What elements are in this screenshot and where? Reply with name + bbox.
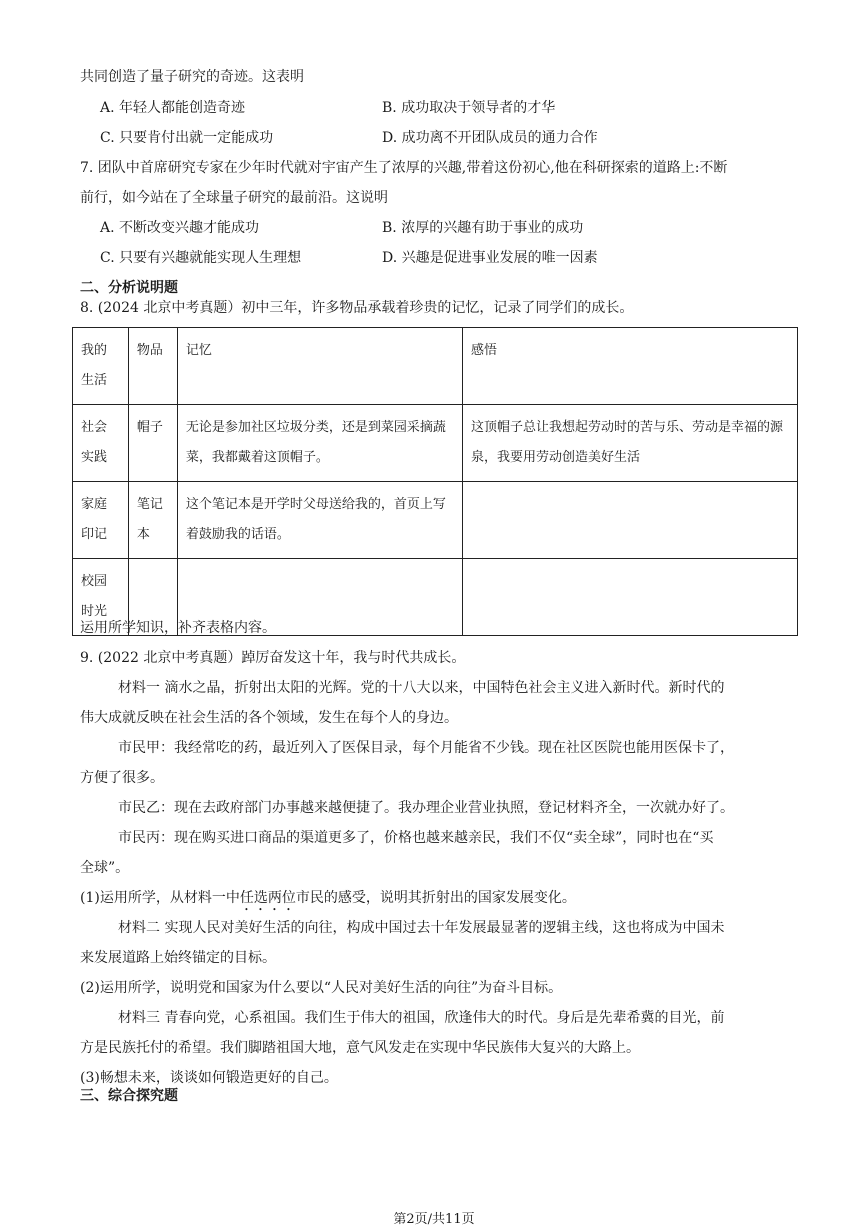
q9-part2: (2)运用所学，说明党和国家为什么要以“人民对美好生活的向往”为奋斗目标。 (80, 980, 563, 996)
table-cell: 社会实践 (73, 405, 129, 482)
q9-citizen-a-line2: 方便了很多。 (80, 770, 164, 786)
q9-part3: (3)畅想未来，谈谈如何锻造更好的自己。 (80, 1070, 338, 1086)
header-cell-reflection: 感悟 (462, 328, 797, 405)
q9-citizen-c-line1: 市民丙：现在购买进口商品的渠道更多了，价格也越来越亲民，我们不仅“卖全球”，同时也在“买 (118, 830, 714, 846)
q9-part1-pre: (1)运用所学，从材料一中 (80, 890, 240, 906)
q6-option-d: D. 成功离不开团队成员的通力合作 (382, 130, 598, 146)
header-cell-item: 物品 (128, 328, 177, 405)
q9-material2-line2: 来发展道路上始终锚定的目标。 (80, 950, 276, 966)
q9-part1 (80, 887, 576, 914)
q8-table (72, 327, 798, 636)
table-cell: 这个笔记本是开学时父母送给我的，首页上写着鼓励我的话语。 (177, 482, 462, 559)
q9-citizen-c-line2: 全球”。 (80, 860, 130, 876)
q9-part1-post: 市民的感受，说明其折射出的国家发展变化。 (295, 890, 576, 906)
q7-option-d: D. 兴趣是促进事业发展的唯一因素 (382, 250, 598, 266)
q6-option-a: A. 年轻人都能创造奇迹 (100, 100, 246, 116)
header-cell-memory: 记忆 (177, 328, 462, 405)
q8-instruction: 运用所学知识，补齐表格内容。 (80, 620, 276, 636)
q6-stem-tail: 共同创造了量子研究的奇迹。这表明 (80, 69, 304, 85)
table-cell: 帽子 (128, 405, 177, 482)
q9-material3-line1: 材料三 青春向党，心系祖国。我们生于伟大的祖国，欣逢伟大的时代。身后是先辈希冀的目光，前 (118, 1010, 725, 1026)
page-number: 第2页/共11页 (393, 1212, 475, 1227)
q7-option-a: A. 不断改变兴趣才能成功 (100, 220, 260, 236)
q9-citizen-b: 市民乙：现在去政府部门办事越来越便捷了。我办理企业营业执照，登记材料齐全，一次就办好了。 (118, 800, 734, 816)
q9-material1-line1: 材料一 滴水之晶，折射出太阳的光辉。党的十八大以来，中国特色社会主义进入新时代。新时代的 (118, 680, 725, 696)
q6-option-b: B. 成功取决于领导者的才华 (382, 100, 556, 116)
q9-material3-line2: 方是民族托付的希望。我们脚踏祖国大地，意气风发走在实现中华民族伟大复兴的大路上。 (80, 1040, 640, 1056)
section-heading-inquiry: 三、综合探究题 (80, 1088, 178, 1104)
header-cell-life: 我的生活 (73, 328, 129, 405)
q8-stem: 8. (2024 北京中考真题）初中三年，许多物品承载着珍贵的记忆，记录了同学们的成长。 (80, 300, 634, 316)
q9-material2-line1: 材料二 实现人民对美好生活的向往，构成中国过去十年发展最显著的逻辑主线，这也将成为中国未 (118, 920, 725, 936)
table-cell: 家庭印记 (73, 482, 129, 559)
table-row (73, 482, 798, 559)
q7-option-c: C. 只要有兴趣就能实现人生理想 (100, 250, 302, 266)
table-cell: 这顶帽子总让我想起劳动时的苦与乐、劳动是幸福的源泉，我要用劳动创造美好生活 (462, 405, 797, 482)
table-cell: 校园时光 (73, 559, 129, 636)
section-heading-analysis: 二、分析说明题 (80, 280, 178, 296)
q7-option-b: B. 浓厚的兴趣有助于事业的成功 (382, 220, 584, 236)
q7-stem-line1: 7. 团队中首席研究专家在少年时代就对宇宙产生了浓厚的兴趣,带着这份初心,他在科研探索的道路上:不断 (80, 160, 728, 176)
table-row (73, 405, 798, 482)
table-cell: 无论是参加社区垃圾分类，还是到菜园采摘蔬菜，我都戴着这顶帽子。 (177, 405, 462, 482)
table-cell: 笔记本 (128, 482, 177, 559)
table-cell-blank (462, 482, 797, 559)
q6-option-c: C. 只要肯付出就一定能成功 (100, 130, 274, 146)
q7-stem-line2: 前行，如今站在了全球量子研究的最前沿。这说明 (80, 190, 388, 206)
q9-stem: 9. (2022 北京中考真题）踔厉奋发这十年，我与时代共成长。 (80, 650, 466, 666)
table-cell-blank (462, 559, 797, 636)
q9-material1-line2: 伟大成就反映在社会生活的各个领域，发生在每个人的身边。 (80, 710, 458, 726)
table-header-row (73, 328, 798, 405)
q9-citizen-a-line1: 市民甲：我经常吃的药，最近列入了医保目录，每个月能省不少钱。现在社区医院也能用医保卡了， (118, 740, 734, 756)
q9-part1-emphasis: 任选两位 (239, 890, 296, 906)
